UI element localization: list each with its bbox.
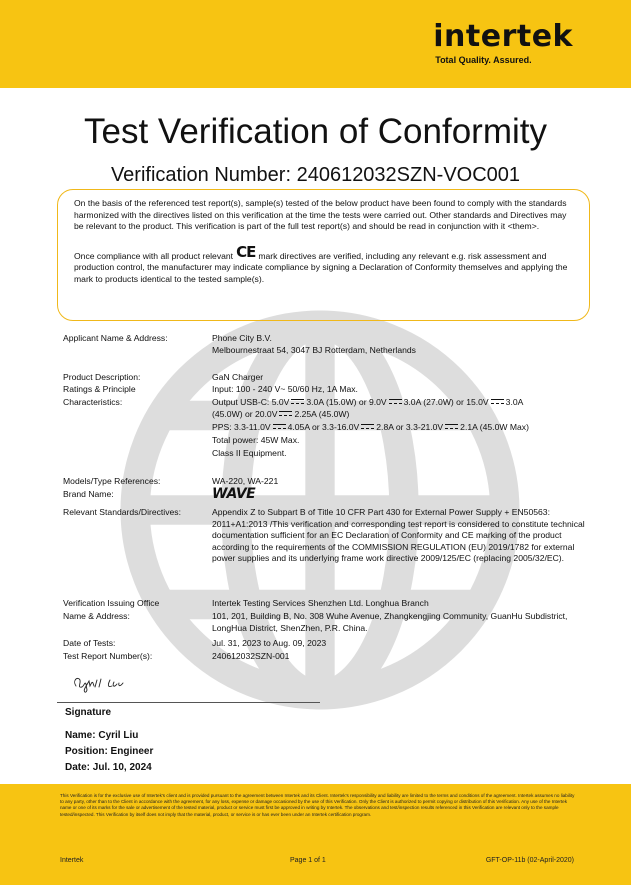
dc-symbol-icon — [389, 399, 402, 404]
office-label-2: Name & Address: — [63, 611, 130, 621]
disclaimer-text: This Verification is for the exclusive use of Intertek's client and is provided pursuant to the agreement between Intertek and its Client. Intertek's responsibility and liability are limited to the terms and conditions of the agreement. Intertek assumes no liability to any party, other than to the Client in accordance with the agreement, for any loss, expense or damage occasioned by the use of this Verification. Only the Client is authorized to permit copying or distribution of this Verification. Any use of the Intertek name or one of its marks for the sale or advertisement of the tested material, product or service must first be approved in writing by Intertek. The observations and test/inspection results referenced in this Verification are relevant only to the sample tested/inspected. This Verification by itself does not imply that the material, product, or service is or has ever been under an Intertek certification program. — [60, 793, 575, 817]
input-rating: Input: 100 - 240 V~ 50/60 Hz, 1A Max. — [212, 384, 358, 394]
report-value: 240612032SZN-001 — [212, 651, 290, 661]
ce-mark-icon: CE — [236, 242, 256, 261]
dates-label: Date of Tests: — [63, 638, 116, 648]
ratings-label-2: Characteristics: — [63, 397, 123, 407]
pps-d: 2.1A (45.0W Max) — [460, 422, 529, 432]
notice-paragraph-2 — [74, 242, 575, 286]
pps-b: 4.05A or 3.3-16.0V — [287, 422, 360, 432]
dc-symbol-icon — [491, 399, 504, 404]
notice-p2-after: mark directives are verified, including any relevant e.g. risk assessment and production control, the manufacturer may indicate compliance by signing a Declaration of Conformity themselves and applying the mark to products identical to the tested sample(s). — [74, 250, 568, 284]
office-label-1: Verification Issuing Office — [63, 598, 160, 608]
dc-symbol-icon — [279, 411, 292, 416]
out-b: 3.0A (15.0W) or 9.0V — [306, 397, 387, 407]
signer-name: Name: Cyril Liu — [65, 730, 139, 741]
dc-symbol-icon — [445, 424, 458, 429]
notice-p2-before: Once compliance with all product relevant — [74, 250, 234, 261]
report-label: Test Report Number(s): — [63, 651, 153, 661]
out-f: 2.25A (45.0W) — [294, 409, 350, 419]
dc-symbol-icon — [291, 399, 304, 404]
brand-label: Brand Name: — [63, 489, 114, 499]
total-power: Total power: 45W Max. — [212, 435, 300, 445]
notice-box — [57, 189, 590, 321]
pps-line — [212, 422, 596, 434]
equipment-class: Class II Equipment. — [212, 448, 287, 458]
dc-symbol-icon — [361, 424, 374, 429]
standards-label: Relevant Standards/Directives: — [63, 507, 181, 517]
signature-date: Date: Jul. 10, 2024 — [65, 762, 152, 773]
output-line-2 — [212, 409, 596, 421]
signature-line — [57, 702, 320, 703]
models-value: WA-220, WA-221 — [212, 476, 279, 486]
footer-page: Page 1 of 1 — [290, 857, 326, 864]
applicant-name: Phone City B.V. — [212, 333, 272, 343]
verification-number: Verification Number: 240612032SZN-VOC001 — [110, 164, 521, 186]
document-title: Test Verification of Conformity — [84, 112, 547, 151]
out-e: (45.0W) or 20.0V — [212, 409, 278, 419]
out-c: 3.0A (27.0W) or 15.0V — [403, 397, 489, 407]
applicant-address: Melbournestraat 54, 3047 BJ Rotterdam, Netherlands — [212, 345, 416, 355]
notice-paragraph-1: On the basis of the referenced test report(s), sample(s) tested of the below product have been found to comply with the standards harmonized with the directives listed on this verification at the time the tests were carried out. Other standards and Directives may be relevant to the product. This verification is part of the full test report(s) and should be read in conjunction with it <them>. — [74, 198, 567, 232]
brand-logo: WAVE — [212, 486, 256, 502]
pps-c: 2.8A or 3.3-21.0V — [376, 422, 444, 432]
office-name: Intertek Testing Services Shenzhen Ltd. Longhua Branch — [212, 598, 429, 608]
product-desc-label: Product Description: — [63, 372, 141, 382]
handwritten-signature — [70, 672, 130, 694]
applicant-label: Applicant Name & Address: — [63, 333, 168, 343]
footer-form-code: GFT-OP-11b (02-April-2020) — [485, 857, 574, 864]
out-d: 3.0A — [505, 397, 524, 407]
logo-tagline: Total Quality. Assured. — [435, 55, 532, 65]
standards-value: Appendix Z to Subpart B of Title 10 CFR Part 430 for External Power Supply + EN50563: 2011+A1:2013 /This verification and corresponding test report is considered to constitute technical documentation sufficient for an EC Declaration of Conformity and CE marking of the product according to the requirements of the COMMISSION REGULATION (EU) 2019/1782 for external power supplies and its underlying frame work directive 2009/125/EC (replacing 2005/32/EC). — [212, 507, 585, 564]
office-address: 101, 201, Building B, No. 308 Wuhe Avenue, Zhangkengjing Community, GuanHu Subdistrict, LongHua District, ShenZhen, P.R. China. — [212, 611, 568, 633]
dates-value: Jul. 31, 2023 to Aug. 09, 2023 — [212, 638, 327, 648]
pps-a: PPS: 3.3-11.0V — [212, 422, 271, 432]
dc-symbol-icon — [273, 424, 286, 429]
ratings-label-1: Ratings & Principle — [63, 384, 136, 394]
output-line-1 — [212, 397, 596, 409]
footer-left: Intertek — [60, 857, 84, 864]
models-label: Models/Type References: — [63, 476, 161, 486]
intertek-logo — [433, 19, 573, 65]
signer-position: Position: Engineer — [65, 746, 154, 757]
signature-heading: Signature — [65, 707, 112, 718]
product-desc: GaN Charger — [212, 372, 264, 382]
out-a: Output USB-C: 5.0V — [212, 397, 290, 407]
logo-text: intertek — [433, 19, 573, 54]
